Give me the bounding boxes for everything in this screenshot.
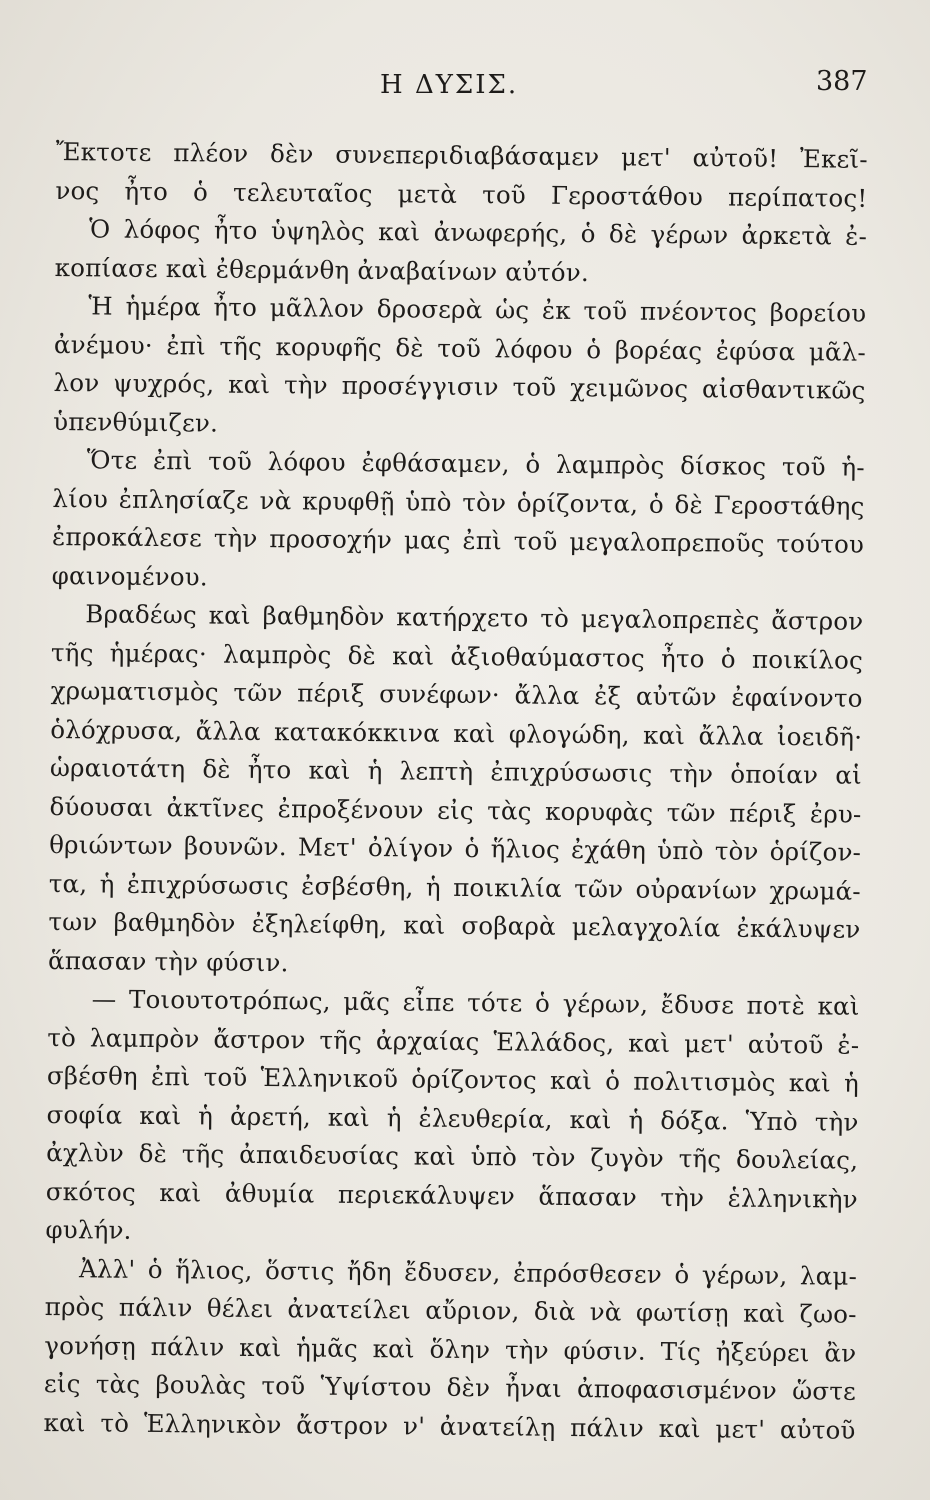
text-line: κοπίασε καὶ ἐθερμάνθη ἀναβαίνων αὐτόν. (54, 252, 590, 287)
text-line: — Τοιουτοτρόπως, μᾶς εἶπε τότε ὁ γέρων, ἔδυσε ποτὲ καὶ (91, 984, 860, 1021)
text-line: Ἔκτοτε πλέον δὲν συνεπεριδιαβάσαμεν μετ' αὐτοῦ! Ἐκεῖ- (55, 136, 868, 174)
text-line: νος ἦτο ὁ τελευταῖος μετὰ τοῦ Γεροστάθου περίπατος! (55, 175, 868, 213)
text-line: εἰς τὰς βουλὰς τοῦ Ὑψίστου δὲν ἦναι ἀποφασισμένον ὥστε (43, 1368, 857, 1406)
chapter-title: Η ΔΥΣΙΣ. (380, 70, 519, 100)
text-line: Ὅτε ἐπὶ τοῦ λόφου ἐφθάσαμεν, ὁ λαμπρὸς δίσκος τοῦ ἡ- (86, 445, 865, 482)
body-text (43, 133, 868, 1450)
text-line: των βαθμηδὸν ἐξηλείφθη, καὶ σοβαρὰ μελαγχολία ἐκάλυψεν (48, 906, 861, 944)
text-line: ἐπροκάλεσε τὴν προσοχήν μας ἐπὶ τοῦ μεγαλοπρεποῦς τούτου (51, 521, 865, 559)
running-header (0, 62, 930, 106)
text-line: ὡραιοτάτη δὲ ἦτο καὶ ἡ λεπτὴ ἐπιχρύσωσις τὴν ὁποίαν αἱ (49, 752, 863, 790)
text-line: θριώντων βουνῶν. Μετ' ὀλίγον ὁ ἥλιος ἐχάθη ὑπὸ τὸν ὁρίζον- (49, 829, 862, 867)
text-line: φαινομένου. (51, 560, 208, 591)
page-number: 387 (816, 66, 868, 97)
text-line: τὸ λαμπρὸν ἄστρον τῆς ἀρχαίας Ἑλλάδος, καὶ μετ' αὐτοῦ ἐ- (47, 1022, 860, 1060)
text-line: Ἡ ἡμέρα ἦτο μᾶλλον δροσερὰ ὡς ἐκ τοῦ πνέοντος βορείου (88, 291, 867, 328)
text-line: φυλήν. (45, 1214, 132, 1245)
text-line: σοφία καὶ ἡ ἀρετή, καὶ ἡ ἐλευθερία, καὶ ἡ δόξα. Ὑπὸ τὴν (46, 1099, 859, 1137)
text-line: ὁλόχρυσα, ἄλλα κατακόκκινα καὶ φλογώδη, καὶ ἄλλα ἰοειδῆ· (50, 714, 863, 752)
text-line: τα, ἡ ἐπιχρύσωσις ἐσβέσθη, ἡ ποικιλία τῶν οὐρανίων χρωμά- (48, 868, 861, 906)
text-line: ἀνέμου· ἐπὶ τῆς κορυφῆς δὲ τοῦ λόφου ὁ βορέας ἐφύσα μᾶλ- (53, 329, 867, 367)
text-line: σκότος καὶ ἀθυμία περιεκάλυψεν ἅπασαν τὴν ἑλληνικὴν (45, 1176, 858, 1214)
text-line: σβέσθη ἐπὶ τοῦ Ἑλληνικοῦ ὁρίζοντος καὶ ὁ πολιτισμὸς καὶ ἡ (46, 1060, 860, 1098)
text-line: τῆς ἡμέρας· λαμπρὸς δὲ καὶ ἀξιοθαύμαστος ἦτο ὁ ποικίλος (50, 637, 864, 675)
text-line: Βραδέως καὶ βαθμηδὸν κατήρχετο τὸ μεγαλοπρεπὲς ἄστρον (85, 599, 864, 636)
text-line: Ἀλλ' ὁ ἥλιος, ὅστις ἤδη ἔδυσεν, ἐπρόσθεσεν ὁ γέρων, λαμ- (78, 1253, 858, 1291)
text-line: πρὸς πάλιν θέλει ἀνατείλει αὔριον, διὰ νὰ φωτίσῃ καὶ ζωο- (44, 1291, 857, 1329)
text-line: λον ψυχρός, καὶ τὴν προσέγγισιν τοῦ χειμῶνος αἰσθαντικῶς (53, 367, 866, 405)
text-line: ἀχλὺν δὲ τῆς ἀπαιδευσίας καὶ ὑπὸ τὸν ζυγὸν τῆς δουλείας, (46, 1137, 859, 1175)
text-line: χρωματισμὸς τῶν πέριξ συνέφων· ἄλλα ἐξ αὐτῶν ἐφαίνοντο (50, 675, 863, 713)
text-line: λίου ἐπλησίαζε νὰ κρυφθῇ ὑπὸ τὸν ὁρίζοντα, ὁ δὲ Γεροστάθης (52, 483, 865, 521)
text-line: καὶ τὸ Ἑλληνικὸν ἄστρον ν' ἀνατείλῃ πάλιν καὶ μετ' αὐτοῦ (43, 1407, 856, 1445)
text-line: ὑπενθύμιζεν. (53, 406, 219, 438)
text-line: ἅπασαν τὴν φύσιν. (47, 945, 289, 977)
text-line: δύουσαι ἀκτῖνες ἐπροξένουν εἰς τὰς κορυφὰς τῶν πέριξ ἐρυ- (49, 791, 862, 829)
text-line: Ὁ λόφος ἦτο ὑψηλὸς καὶ ἀνωφερής, ὁ δὲ γέρων ἀρκετὰ ἐ- (88, 214, 868, 251)
text-line: γονήσῃ πάλιν καὶ ἡμᾶς καὶ ὅλην τὴν φύσιν. Τίς ἠξεύρει ἂν (44, 1330, 857, 1368)
